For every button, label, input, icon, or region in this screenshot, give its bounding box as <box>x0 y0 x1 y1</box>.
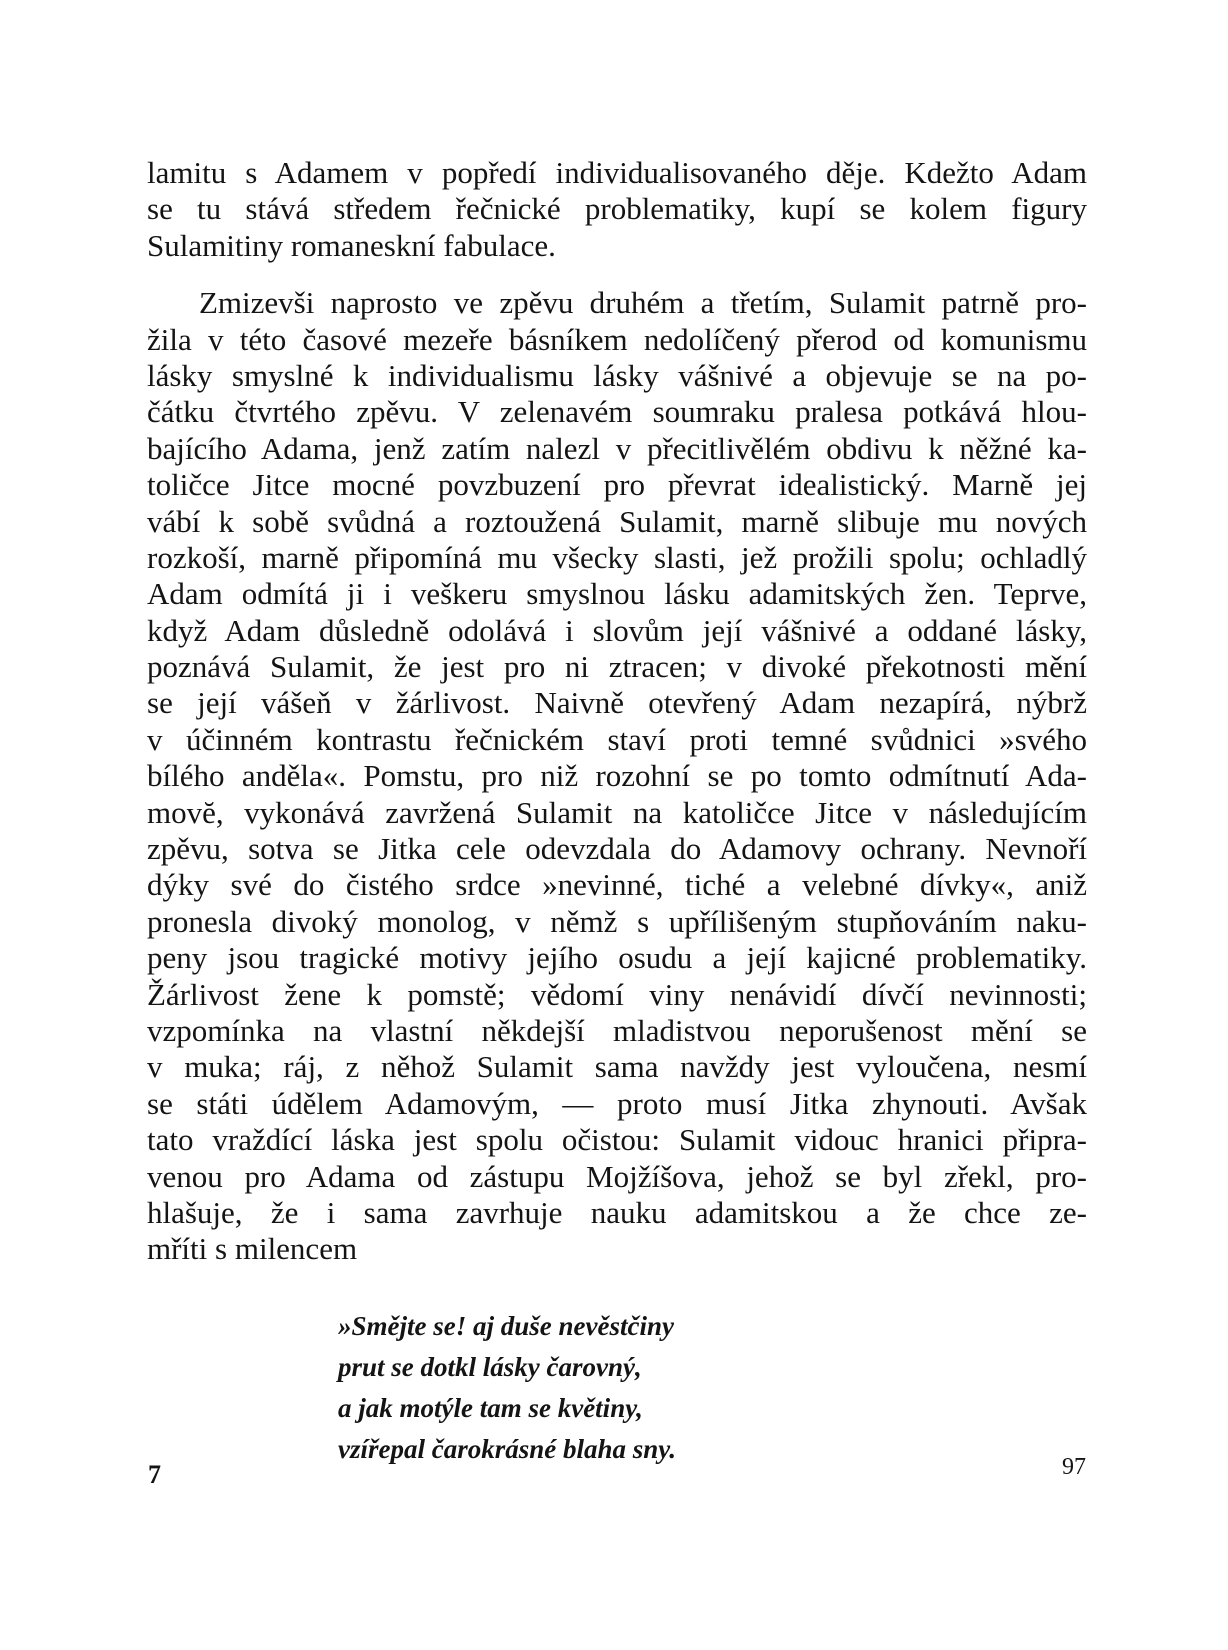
text-line: vábí k sobě svůdná a roztoužená Sulamit, marně slibuje mu nových <box>147 503 1087 539</box>
verse-line: prut se dotkl lásky čarovný, <box>338 1352 642 1382</box>
text-line: v účinném kontrastu řečnickém staví proti temné svůdnici »svého <box>147 721 1087 757</box>
text-line: Adam odmítá ji i veškeru smyslnou lásku adamitských žen. Teprve, <box>147 576 1087 612</box>
verse-line: a jak motýle tam se květiny, <box>338 1393 643 1423</box>
text-line: vzpomínka na vlastní někdejší mladistvou neporušenost mění se <box>147 1012 1087 1048</box>
paragraph-gap <box>147 264 1087 285</box>
verse-quote <box>338 1306 676 1470</box>
paragraph-1 <box>147 155 1087 264</box>
text-line: lásky smyslné k individualismu lásky vášnivé a objevuje se na po- <box>147 357 1087 393</box>
text-line: se její vášeň v žárlivost. Naivně otevřený Adam nezapírá, nýbrž <box>147 685 1087 721</box>
signature-mark: 7 <box>148 1460 161 1489</box>
text-line: Zmizevši naprosto ve zpěvu druhém a třetím, Sulamit patrně pro- <box>199 285 1087 321</box>
text-line: v muka; ráj, z něhož Sulamit sama navždy jest vyloučena, nesmí <box>147 1049 1087 1085</box>
text-line: hlašuje, že i sama zavrhuje nauku adamitskou a že chce ze- <box>147 1194 1087 1230</box>
text-line: čátku čtvrtého zpěvu. V zelenavém soumraku pralesa potkává hlou- <box>147 394 1087 430</box>
verse-line: »Smějte se! aj duše nevěstčiny <box>338 1311 674 1341</box>
text-line: poznává Sulamit, že jest pro ni ztracen; v divoké překotnosti mění <box>147 649 1087 685</box>
body-text <box>147 155 1087 1268</box>
verse-line: vzířepal čarokrásné blaha sny. <box>338 1434 677 1464</box>
text-line: mříti s milencem <box>147 1231 358 1267</box>
text-line: se státi údělem Adamovým, — proto musí Jitka zhynouti. Avšak <box>147 1085 1087 1121</box>
text-line: žila v této časové mezeře básníkem nedolíčený přerod od komunismu <box>147 321 1087 357</box>
text-line: toličce Jitce mocné povzbuzení pro převrat idealistický. Marně jej <box>147 467 1087 503</box>
paragraph-2 <box>147 285 1087 1268</box>
text-line: Žárlivost žene k pomstě; vědomí viny nenávidí dívčí nevinnosti; <box>147 976 1087 1012</box>
text-line: když Adam důsledně odolává i slovům její vášnivé a oddané lásky, <box>147 612 1087 648</box>
text-line: pronesla divoký monolog, v němž s upřílišeným stupňováním naku- <box>147 903 1087 939</box>
text-line: Sulamitiny romaneskní fabulace. <box>147 227 556 263</box>
text-line: rozkoší, marně připomíná mu všecky slasti, jež prožili spolu; ochladlý <box>147 539 1087 575</box>
text-line: venou pro Adama od zástupu Mojžíšova, jehož se byl zřekl, pro- <box>147 1158 1087 1194</box>
text-line: se tu stává středem řečnické problematiky, kupí se kolem figury <box>147 191 1087 227</box>
text-line: lamitu s Adamem v popředí individualisovaného děje. Kdežto Adam <box>147 155 1087 190</box>
text-line: movĕ, vykonává zavržená Sulamit na katoličce Jitce v následujícím <box>147 794 1087 830</box>
text-line: peny jsou tragické motivy jejího osudu a její kajicné problematiky. <box>147 940 1087 976</box>
page-number: 97 <box>1062 1454 1086 1480</box>
text-line: zpěvu, sotva se Jitka cele odevzdala do Adamovy ochrany. Nevnoří <box>147 831 1087 867</box>
text-line: bajícího Adama, jenž zatím nalezl v přecitlivělém obdivu k něžné ka- <box>147 430 1087 466</box>
text-line: dýky své do čistého srdce »nevinné, tiché a velebné dívky«, aniž <box>147 867 1087 903</box>
text-line: tato vraždící láska jest spolu očistou: Sulamit vidouc hranici připra- <box>147 1122 1087 1158</box>
text-line: bílého anděla«. Pomstu, pro niž rozohní se po tomto odmítnutí Ada- <box>147 758 1087 794</box>
